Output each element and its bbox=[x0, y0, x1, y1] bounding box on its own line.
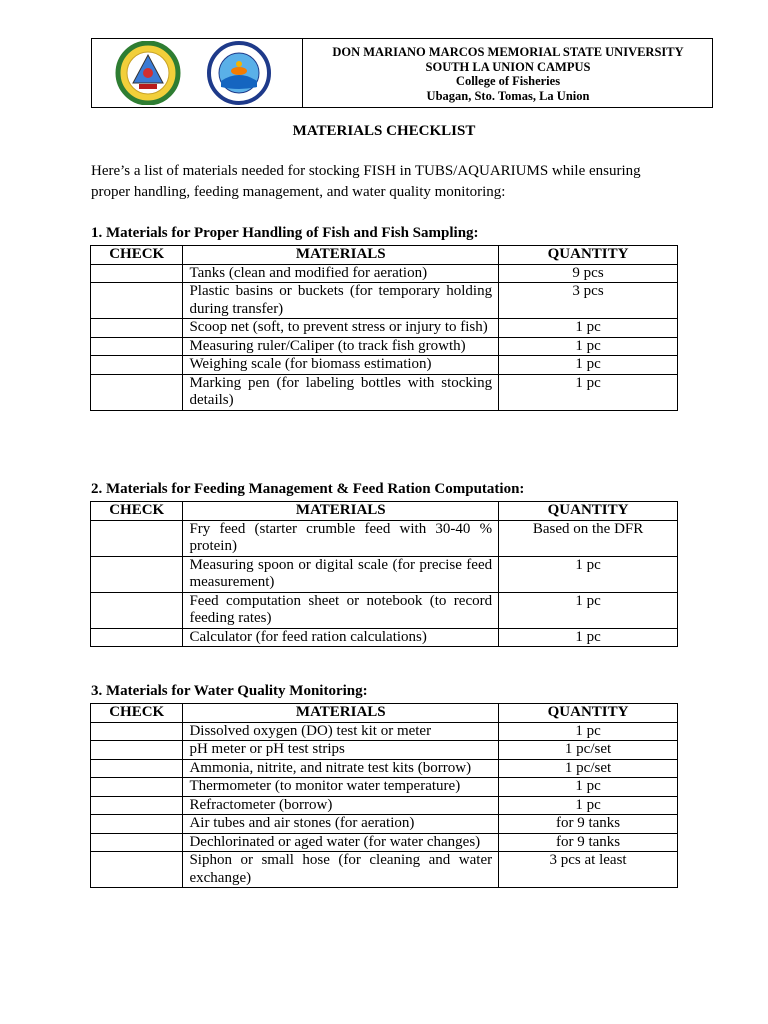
material-cell: Measuring ruler/Caliper (to track fish growth) bbox=[183, 337, 499, 356]
material-cell: Thermometer (to monitor water temperature) bbox=[183, 778, 499, 797]
material-cell: Tanks (clean and modified for aeration) bbox=[183, 264, 499, 283]
quantity-cell: 3 pcs bbox=[499, 283, 678, 319]
check-cell[interactable] bbox=[91, 628, 183, 647]
table-row bbox=[91, 592, 678, 628]
table-row bbox=[91, 796, 678, 815]
quantity-cell: 1 pc bbox=[499, 556, 678, 592]
check-cell[interactable] bbox=[91, 556, 183, 592]
quantity-column-header: QUANTITY bbox=[499, 502, 678, 521]
address: Ubagan, Sto. Tomas, La Union bbox=[426, 88, 590, 103]
section-3-table bbox=[90, 703, 678, 888]
table-row bbox=[91, 833, 678, 852]
table-row bbox=[91, 374, 678, 410]
check-cell[interactable] bbox=[91, 319, 183, 338]
quantity-cell: 1 pc bbox=[499, 592, 678, 628]
check-cell[interactable] bbox=[91, 741, 183, 760]
table-row bbox=[91, 520, 678, 556]
table-row bbox=[91, 319, 678, 338]
materials-column-header: MATERIALS bbox=[183, 502, 499, 521]
table-row bbox=[91, 264, 678, 283]
quantity-cell: 1 pc/set bbox=[499, 759, 678, 778]
materials-column-header: MATERIALS bbox=[183, 704, 499, 723]
check-cell[interactable] bbox=[91, 759, 183, 778]
check-cell[interactable] bbox=[91, 520, 183, 556]
check-cell[interactable] bbox=[91, 356, 183, 375]
quantity-cell: 1 pc bbox=[499, 722, 678, 741]
quantity-cell: 1 pc bbox=[499, 319, 678, 338]
table-row bbox=[91, 628, 678, 647]
material-cell: Plastic basins or buckets (for temporary holding during transfer) bbox=[183, 283, 499, 319]
quantity-cell: Based on the DFR bbox=[499, 520, 678, 556]
material-cell: Feed computation sheet or notebook (to record feeding rates) bbox=[183, 592, 499, 628]
quantity-cell: for 9 tanks bbox=[499, 833, 678, 852]
material-cell: Scoop net (soft, to prevent stress or injury to fish) bbox=[183, 319, 499, 338]
table-row bbox=[91, 741, 678, 760]
section-1-heading: 1. Materials for Proper Handling of Fish and Fish Sampling: bbox=[91, 225, 479, 241]
material-cell: Dechlorinated or aged water (for water changes) bbox=[183, 833, 499, 852]
check-column-header: CHECK bbox=[91, 502, 183, 521]
intro-paragraph: Here’s a list of materials needed for stocking FISH in TUBS/AQUARIUMS while ensuring proper handling, feeding management, and water quality monitoring: bbox=[91, 163, 641, 200]
check-cell[interactable] bbox=[91, 833, 183, 852]
quantity-cell: 9 pcs bbox=[499, 264, 678, 283]
quantity-cell: 1 pc bbox=[499, 778, 678, 797]
table-row bbox=[91, 722, 678, 741]
section-2-heading: 2. Materials for Feeding Management & Feed Ration Computation: bbox=[91, 481, 525, 497]
material-cell: Air tubes and air stones (for aeration) bbox=[183, 815, 499, 834]
fisheries-institute-logo bbox=[203, 41, 275, 105]
table-row bbox=[91, 337, 678, 356]
university-info bbox=[302, 45, 714, 103]
college-name: College of Fisheries bbox=[455, 74, 561, 88]
material-cell: Measuring spoon or digital scale (for precise feed measurement) bbox=[183, 556, 499, 592]
quantity-cell: 1 pc bbox=[499, 374, 678, 410]
table-row bbox=[91, 556, 678, 592]
quantity-cell: 1 pc bbox=[499, 628, 678, 647]
university-name: DON MARIANO MARCOS MEMORIAL STATE UNIVERSITY bbox=[332, 45, 684, 59]
quantity-column-header: QUANTITY bbox=[499, 704, 678, 723]
material-cell: Weighing scale (for biomass estimation) bbox=[183, 356, 499, 375]
check-cell[interactable] bbox=[91, 264, 183, 283]
material-cell: pH meter or pH test strips bbox=[183, 741, 499, 760]
logo-cell bbox=[92, 39, 303, 107]
check-cell[interactable] bbox=[91, 283, 183, 319]
check-column-header: CHECK bbox=[91, 246, 183, 265]
check-cell[interactable] bbox=[91, 374, 183, 410]
check-cell[interactable] bbox=[91, 852, 183, 888]
quantity-cell: 1 pc/set bbox=[499, 741, 678, 760]
section-2-table bbox=[90, 501, 678, 647]
material-cell: Ammonia, nitrite, and nitrate test kits (borrow) bbox=[183, 759, 499, 778]
material-cell: Refractometer (borrow) bbox=[183, 796, 499, 815]
check-cell[interactable] bbox=[91, 592, 183, 628]
quantity-cell: 1 pc bbox=[499, 796, 678, 815]
section-3-heading: 3. Materials for Water Quality Monitoring: bbox=[91, 683, 368, 699]
table-row bbox=[91, 852, 678, 888]
check-column-header: CHECK bbox=[91, 704, 183, 723]
campus-name: SOUTH LA UNION CAMPUS bbox=[425, 59, 591, 74]
table-row bbox=[91, 815, 678, 834]
check-cell[interactable] bbox=[91, 337, 183, 356]
check-cell[interactable] bbox=[91, 722, 183, 741]
material-cell: Fry feed (starter crumble feed with 30-40 % protein) bbox=[183, 520, 499, 556]
quantity-cell: for 9 tanks bbox=[499, 815, 678, 834]
check-cell[interactable] bbox=[91, 778, 183, 797]
table-header-row bbox=[91, 502, 678, 521]
material-cell: Marking pen (for labeling bottles with stocking details) bbox=[183, 374, 499, 410]
table-row bbox=[91, 778, 678, 797]
material-cell: Siphon or small hose (for cleaning and water exchange) bbox=[183, 852, 499, 888]
table-header-row bbox=[91, 246, 678, 265]
quantity-cell: 3 pcs at least bbox=[499, 852, 678, 888]
quantity-cell: 1 pc bbox=[499, 337, 678, 356]
table-row bbox=[91, 356, 678, 375]
material-cell: Calculator (for feed ration calculations) bbox=[183, 628, 499, 647]
table-row bbox=[91, 759, 678, 778]
university-seal-logo bbox=[106, 41, 190, 105]
table-header-row bbox=[91, 704, 678, 723]
section-1-table bbox=[90, 245, 678, 411]
check-cell[interactable] bbox=[91, 815, 183, 834]
material-cell: Dissolved oxygen (DO) test kit or meter bbox=[183, 722, 499, 741]
letterhead bbox=[91, 38, 713, 108]
check-cell[interactable] bbox=[91, 796, 183, 815]
quantity-cell: 1 pc bbox=[499, 356, 678, 375]
materials-column-header: MATERIALS bbox=[183, 246, 499, 265]
quantity-column-header: QUANTITY bbox=[499, 246, 678, 265]
page-title: MATERIALS CHECKLIST bbox=[292, 123, 476, 139]
table-row bbox=[91, 283, 678, 319]
